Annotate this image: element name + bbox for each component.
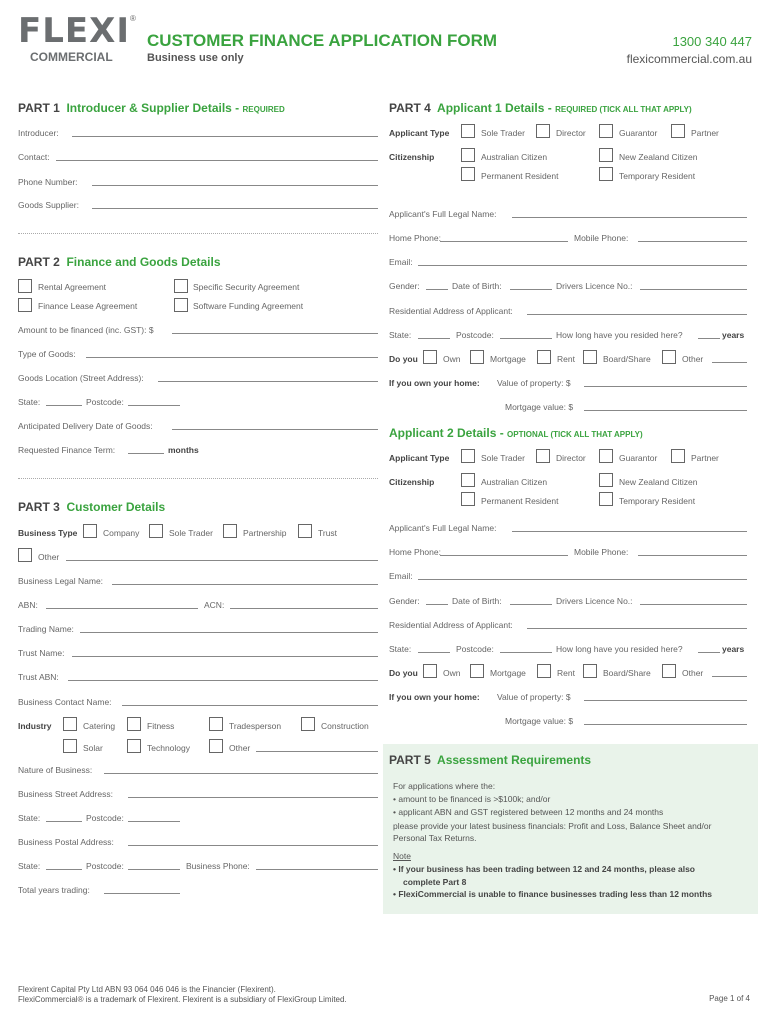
- postal-address-field[interactable]: [128, 845, 378, 846]
- part5-note1: • If your business has been trading between 12 and 24 months, please also: [393, 864, 695, 874]
- a1-home-phone-label: Home Phone:: [389, 233, 441, 243]
- amount-field[interactable]: [172, 333, 378, 334]
- a1-aus-citizen-label: Australian Citizen: [481, 152, 548, 162]
- a1-resided-label: How long have you resided here?: [556, 330, 683, 340]
- business-phone-field[interactable]: [256, 869, 378, 870]
- rental-agreement-label: Rental Agreement: [38, 282, 107, 292]
- sole-trader-checkbox[interactable]: [149, 524, 163, 538]
- a1-other-label: Other: [682, 354, 704, 364]
- fitness-checkbox[interactable]: [127, 717, 141, 731]
- part4-number: PART 4: [389, 101, 431, 115]
- partnership-checkbox[interactable]: [223, 524, 237, 538]
- a1-res-address-label: Residential Address of Applicant:: [389, 306, 513, 316]
- a1-applicant-type-label: Applicant Type: [389, 128, 450, 138]
- a2-mobile-label: Mobile Phone:: [574, 547, 629, 557]
- fitness-label: Fitness: [147, 721, 175, 731]
- a1-citizenship-label: Citizenship: [389, 152, 435, 162]
- part5-note1-text: If your business has been trading between 12 and 24 months, please also: [398, 864, 695, 874]
- a1-licence-label: Drivers Licence No.:: [556, 281, 633, 291]
- applicant2-title: Applicant 2 Details -: [389, 426, 504, 440]
- footer-line2: FlexiCommercial® is a trademark of Flexirent. Flexirent is a subsidiary of FlexiGroup Limited.: [18, 995, 347, 1004]
- a2-mortgage-checkbox[interactable]: [470, 664, 484, 678]
- a1-res-address-field[interactable]: [527, 314, 747, 315]
- a1-rent-checkbox[interactable]: [537, 350, 551, 364]
- goods-supplier-label: Goods Supplier:: [18, 200, 79, 210]
- part4-title: Applicant 1 Details -: [437, 101, 552, 115]
- a1-temp-resident-checkbox[interactable]: [599, 167, 613, 181]
- a2-own-label: Own: [443, 668, 461, 678]
- street-address-label: Business Street Address:: [18, 789, 113, 799]
- logo-registered-mark: ®: [130, 14, 136, 23]
- part1-required: REQUIRED: [242, 105, 285, 114]
- a2-rent-checkbox[interactable]: [537, 664, 551, 678]
- part1-number: PART 1: [18, 101, 60, 115]
- a1-resided-field[interactable]: [698, 338, 720, 339]
- a1-gender-label: Gender:: [389, 281, 420, 291]
- p2-state-label: State:: [18, 397, 41, 407]
- a1-state-label: State:: [389, 330, 412, 340]
- part5-body1: please provide your latest business financials: Profit and Loss, Balance Sheet and/or: [393, 821, 712, 831]
- a1-perm-resident-label: Permanent Resident: [481, 171, 559, 181]
- a1-partner-label: Partner: [691, 128, 719, 138]
- goods-location-label: Goods Location (Street Address):: [18, 373, 144, 383]
- contact-phone[interactable]: 1300 340 447: [672, 34, 752, 49]
- trading-name-field[interactable]: [80, 632, 378, 633]
- a1-value-field[interactable]: [584, 386, 747, 387]
- goods-location-field[interactable]: [158, 381, 378, 382]
- legal-name-field[interactable]: [112, 584, 378, 585]
- years-trading-label: Total years trading:: [18, 885, 90, 895]
- a1-temp-resident-label: Temporary Resident: [619, 171, 696, 181]
- a1-board-label: Board/Share: [603, 354, 651, 364]
- a1-director-label: Director: [556, 128, 586, 138]
- acn-label: ACN:: [204, 600, 225, 610]
- a1-mortgage-checkbox[interactable]: [470, 350, 484, 364]
- amount-label: Amount to be financed (inc. GST): $: [18, 325, 154, 335]
- a2-director-checkbox[interactable]: [536, 449, 550, 463]
- part5-heading: [389, 753, 591, 767]
- part5-note: Note: [393, 851, 411, 861]
- catering-label: Catering: [83, 721, 116, 731]
- a1-full-name-field[interactable]: [512, 217, 747, 218]
- a2-value-label: Value of property: $: [497, 692, 571, 702]
- a2-full-name-field[interactable]: [512, 531, 747, 532]
- construction-label: Construction: [321, 721, 369, 731]
- technology-label: Technology: [147, 743, 191, 753]
- part5-bullet1: • amount to be financed is >$100k; and/or: [393, 794, 551, 804]
- flexi-commercial-logo: [18, 11, 138, 64]
- a2-own-checkbox[interactable]: [423, 664, 437, 678]
- other-industry-checkbox[interactable]: [209, 739, 223, 753]
- sole-trader-label: Sole Trader: [169, 528, 213, 538]
- a1-nz-citizen-checkbox[interactable]: [599, 148, 613, 162]
- a2-resided-label: How long have you resided here?: [556, 644, 683, 654]
- a1-nz-citizen-label: New Zealand Citizen: [619, 152, 698, 162]
- trading-name-label: Trading Name:: [18, 624, 74, 634]
- delivery-date-field[interactable]: [172, 429, 378, 430]
- footer-line1: Flexirent Capital Pty Ltd ABN 93 064 046 046 is the Financier (Flexirent).: [18, 985, 276, 994]
- a2-other-field[interactable]: [712, 676, 747, 677]
- a2-partner-label: Partner: [691, 453, 719, 463]
- introducer-label: Introducer:: [18, 128, 59, 138]
- a2-licence-label: Drivers Licence No.:: [556, 596, 633, 606]
- introducer-field[interactable]: [72, 136, 378, 137]
- a1-partner-checkbox[interactable]: [671, 124, 685, 138]
- other-industry-label: Other: [229, 743, 251, 753]
- part3-title: Customer Details: [66, 500, 166, 514]
- a2-mortgage-value-label: Mortgage value: $: [505, 716, 574, 726]
- trust-name-field[interactable]: [72, 656, 378, 657]
- finance-lease-label: Finance Lease Agreement: [38, 301, 138, 311]
- months-label: months: [168, 445, 199, 455]
- a1-other-checkbox[interactable]: [662, 350, 676, 364]
- a2-temp-resident-label: Temporary Resident: [619, 496, 696, 506]
- p3-state2-label: State:: [18, 861, 41, 871]
- trust-name-label: Trust Name:: [18, 648, 65, 658]
- part5-number: PART 5: [389, 753, 431, 767]
- part5-note2-text: FlexiCommercial is unable to finance businesses trading less than 12 months: [398, 889, 712, 899]
- a2-other-checkbox[interactable]: [662, 664, 676, 678]
- contact-name-label: Business Contact Name:: [18, 697, 112, 707]
- a1-own-label: Own: [443, 354, 461, 364]
- other-business-checkbox[interactable]: [18, 548, 32, 562]
- a1-sole-trader-checkbox[interactable]: [461, 124, 475, 138]
- a2-nz-citizen-checkbox[interactable]: [599, 473, 613, 487]
- goods-type-field[interactable]: [86, 357, 378, 358]
- a2-full-name-label: Applicant's Full Legal Name:: [389, 523, 497, 533]
- part1-title: Introducer & Supplier Details -: [66, 101, 240, 115]
- legal-name-label: Business Legal Name:: [18, 576, 104, 586]
- form-title: CUSTOMER FINANCE APPLICATION FORM: [147, 31, 498, 50]
- a2-if-own-label: If you own your home:: [389, 692, 480, 702]
- part5-bullet1-text: amount to be financed is >$100k; and/or: [398, 794, 551, 804]
- specific-security-label: Specific Security Agreement: [193, 282, 300, 292]
- finance-term-label: Requested Finance Term:: [18, 445, 116, 455]
- tradesperson-checkbox[interactable]: [209, 717, 223, 731]
- business-type-label: Business Type: [18, 528, 78, 538]
- a2-rent-label: Rent: [557, 668, 575, 678]
- part1-heading: [18, 101, 285, 115]
- p3-postcode2-label: Postcode:: [86, 861, 124, 871]
- a2-citizenship-label: Citizenship: [389, 477, 435, 487]
- part5-bullet2: • applicant ABN and GST registered between 12 months and 24 months: [393, 807, 664, 817]
- a1-value-label: Value of property: $: [497, 378, 571, 388]
- a2-mortgage-value-field[interactable]: [584, 724, 747, 725]
- a1-dob-label: Date of Birth:: [452, 281, 502, 291]
- company-checkbox[interactable]: [83, 524, 97, 538]
- a1-guarantor-checkbox[interactable]: [599, 124, 613, 138]
- page-number: Page 1 of 4: [709, 994, 750, 1003]
- trust-checkbox[interactable]: [298, 524, 312, 538]
- a2-dob-label: Date of Birth:: [452, 596, 502, 606]
- a2-years-label: years: [722, 644, 745, 654]
- nature-field[interactable]: [104, 773, 378, 774]
- finance-term-field[interactable]: [128, 453, 164, 454]
- a1-years-label: years: [722, 330, 745, 340]
- a2-res-address-label: Residential Address of Applicant:: [389, 620, 513, 630]
- a1-perm-resident-checkbox[interactable]: [461, 167, 475, 181]
- contact-label: Contact:: [18, 152, 50, 162]
- finance-lease-checkbox[interactable]: [18, 298, 32, 312]
- a2-postcode-field[interactable]: [500, 652, 552, 653]
- a2-perm-resident-checkbox[interactable]: [461, 492, 475, 506]
- a2-do-you-label: Do you: [389, 668, 418, 678]
- technology-checkbox[interactable]: [127, 739, 141, 753]
- a2-mortgage-label: Mortgage: [490, 668, 526, 678]
- a2-nz-citizen-label: New Zealand Citizen: [619, 477, 698, 487]
- a1-postcode-field[interactable]: [500, 338, 552, 339]
- a1-aus-citizen-checkbox[interactable]: [461, 148, 475, 162]
- a1-if-own-label: If you own your home:: [389, 378, 480, 388]
- trust-abn-label: Trust ABN:: [18, 672, 59, 682]
- partnership-label: Partnership: [243, 528, 287, 538]
- other-industry-field[interactable]: [256, 751, 378, 752]
- a2-res-address-field[interactable]: [527, 628, 747, 629]
- part5-intro: For applications where the:: [393, 781, 496, 791]
- part4-heading: [389, 101, 692, 115]
- construction-checkbox[interactable]: [301, 717, 315, 731]
- a2-home-phone-label: Home Phone:: [389, 547, 441, 557]
- rental-agreement-checkbox[interactable]: [18, 279, 32, 293]
- a2-gender-label: Gender:: [389, 596, 420, 606]
- p3-state-field[interactable]: [46, 821, 82, 822]
- a2-mobile-field[interactable]: [638, 555, 747, 556]
- a2-postcode-label: Postcode:: [456, 644, 494, 654]
- part3-number: PART 3: [18, 500, 60, 514]
- contact-website[interactable]: flexicommercial.com.au: [626, 52, 752, 66]
- part5-note2: • FlexiCommercial is unable to finance businesses trading less than 12 months: [393, 889, 712, 899]
- a2-value-field[interactable]: [584, 700, 747, 701]
- a1-email-field[interactable]: [418, 265, 747, 266]
- a1-mortgage-value-field[interactable]: [584, 410, 747, 411]
- part2-title: Finance and Goods Details: [66, 255, 221, 269]
- a2-aus-citizen-checkbox[interactable]: [461, 473, 475, 487]
- a1-postcode-label: Postcode:: [456, 330, 494, 340]
- p2-postcode-label: Postcode:: [86, 397, 124, 407]
- logo-subtext: COMMERCIAL: [30, 50, 113, 64]
- a1-dob-field[interactable]: [510, 289, 552, 290]
- acn-field[interactable]: [230, 608, 378, 609]
- contact-name-field[interactable]: [122, 705, 378, 706]
- p3-postcode-label: Postcode:: [86, 813, 124, 823]
- applicant2-optional: OPTIONAL (TICK ALL THAT APPLY): [507, 430, 643, 439]
- software-funding-label: Software Funding Agreement: [193, 301, 304, 311]
- phone-number-label: Phone Number:: [18, 177, 78, 187]
- street-address-field[interactable]: [128, 797, 378, 798]
- a1-do-you-label: Do you: [389, 354, 418, 364]
- part5-body2: Personal Tax Returns.: [393, 833, 477, 843]
- a2-guarantor-label: Guarantor: [619, 453, 658, 463]
- a1-rent-label: Rent: [557, 354, 575, 364]
- a2-guarantor-checkbox[interactable]: [599, 449, 613, 463]
- a1-guarantor-label: Guarantor: [619, 128, 658, 138]
- a2-gender-field[interactable]: [426, 604, 448, 605]
- a2-sole-trader-checkbox[interactable]: [461, 449, 475, 463]
- a2-board-checkbox[interactable]: [583, 664, 597, 678]
- p3-state-label: State:: [18, 813, 41, 823]
- nature-label: Nature of Business:: [18, 765, 93, 775]
- abn-label: ABN:: [18, 600, 38, 610]
- a2-board-label: Board/Share: [603, 668, 651, 678]
- a1-email-label: Email:: [389, 257, 413, 267]
- a2-partner-checkbox[interactable]: [671, 449, 685, 463]
- a1-licence-field[interactable]: [640, 289, 747, 290]
- a1-mortgage-label: Mortgage: [490, 354, 526, 364]
- p3-state2-field[interactable]: [46, 869, 82, 870]
- a1-gender-field[interactable]: [426, 289, 448, 290]
- p3-postcode2-field[interactable]: [128, 869, 180, 870]
- a1-mobile-label: Mobile Phone:: [574, 233, 629, 243]
- abn-field[interactable]: [46, 608, 198, 609]
- p3-postcode-field[interactable]: [128, 821, 180, 822]
- part5-bullet2-text: applicant ABN and GST registered between 12 months and 24 months: [398, 807, 664, 817]
- part3-heading: [18, 500, 165, 514]
- delivery-date-label: Anticipated Delivery Date of Goods:: [18, 421, 153, 431]
- trust-label: Trust: [318, 528, 338, 538]
- company-label: Company: [103, 528, 140, 538]
- other-business-field[interactable]: [66, 560, 378, 561]
- solar-checkbox[interactable]: [63, 739, 77, 753]
- software-funding-checkbox[interactable]: [174, 298, 188, 312]
- a2-home-phone-field[interactable]: [440, 555, 568, 556]
- a2-state-label: State:: [389, 644, 412, 654]
- a2-email-field[interactable]: [418, 579, 747, 580]
- p2-postcode-field[interactable]: [128, 405, 180, 406]
- a2-temp-resident-checkbox[interactable]: [599, 492, 613, 506]
- form-subtitle: Business use only: [147, 52, 244, 64]
- a2-state-field[interactable]: [418, 652, 450, 653]
- tradesperson-label: Tradesperson: [229, 721, 282, 731]
- a2-email-label: Email:: [389, 571, 413, 581]
- business-phone-label: Business Phone:: [186, 861, 250, 871]
- part5-note1-cont: complete Part 8: [403, 877, 467, 887]
- other-business-label: Other: [38, 552, 60, 562]
- years-trading-field[interactable]: [104, 893, 180, 894]
- a1-sole-trader-label: Sole Trader: [481, 128, 525, 138]
- a1-other-field[interactable]: [712, 362, 747, 363]
- a2-sole-trader-label: Sole Trader: [481, 453, 525, 463]
- trust-abn-field[interactable]: [68, 680, 378, 681]
- a1-mortgage-value-label: Mortgage value: $: [505, 402, 574, 412]
- a1-board-checkbox[interactable]: [583, 350, 597, 364]
- a1-own-checkbox[interactable]: [423, 350, 437, 364]
- a2-perm-resident-label: Permanent Resident: [481, 496, 559, 506]
- a2-aus-citizen-label: Australian Citizen: [481, 477, 548, 487]
- part5-title: Assessment Requirements: [437, 753, 592, 767]
- solar-label: Solar: [83, 743, 103, 753]
- contact-field[interactable]: [56, 160, 378, 161]
- part4-required: REQUIRED (TICK ALL THAT APPLY): [555, 105, 692, 114]
- a2-director-label: Director: [556, 453, 586, 463]
- phone-number-field[interactable]: [92, 185, 378, 186]
- a1-home-phone-field[interactable]: [440, 241, 568, 242]
- a1-mobile-field[interactable]: [638, 241, 747, 242]
- postal-address-label: Business Postal Address:: [18, 837, 114, 847]
- a2-other-label: Other: [682, 668, 704, 678]
- a2-licence-field[interactable]: [640, 604, 747, 605]
- part2-heading: [18, 255, 221, 269]
- specific-security-checkbox[interactable]: [174, 279, 188, 293]
- p2-state-field[interactable]: [46, 405, 82, 406]
- a1-director-checkbox[interactable]: [536, 124, 550, 138]
- logo-text: FLEXI: [18, 11, 130, 51]
- a2-resided-field[interactable]: [698, 652, 720, 653]
- applicant2-heading: [389, 426, 643, 440]
- goods-supplier-field[interactable]: [92, 208, 378, 209]
- part2-number: PART 2: [18, 255, 60, 269]
- a1-state-field[interactable]: [418, 338, 450, 339]
- catering-checkbox[interactable]: [63, 717, 77, 731]
- a2-applicant-type-label: Applicant Type: [389, 453, 450, 463]
- divider: [18, 233, 378, 234]
- divider: [18, 478, 378, 479]
- a1-full-name-label: Applicant's Full Legal Name:: [389, 209, 497, 219]
- a2-dob-field[interactable]: [510, 604, 552, 605]
- goods-type-label: Type of Goods:: [18, 349, 76, 359]
- industry-label: Industry: [18, 721, 52, 731]
